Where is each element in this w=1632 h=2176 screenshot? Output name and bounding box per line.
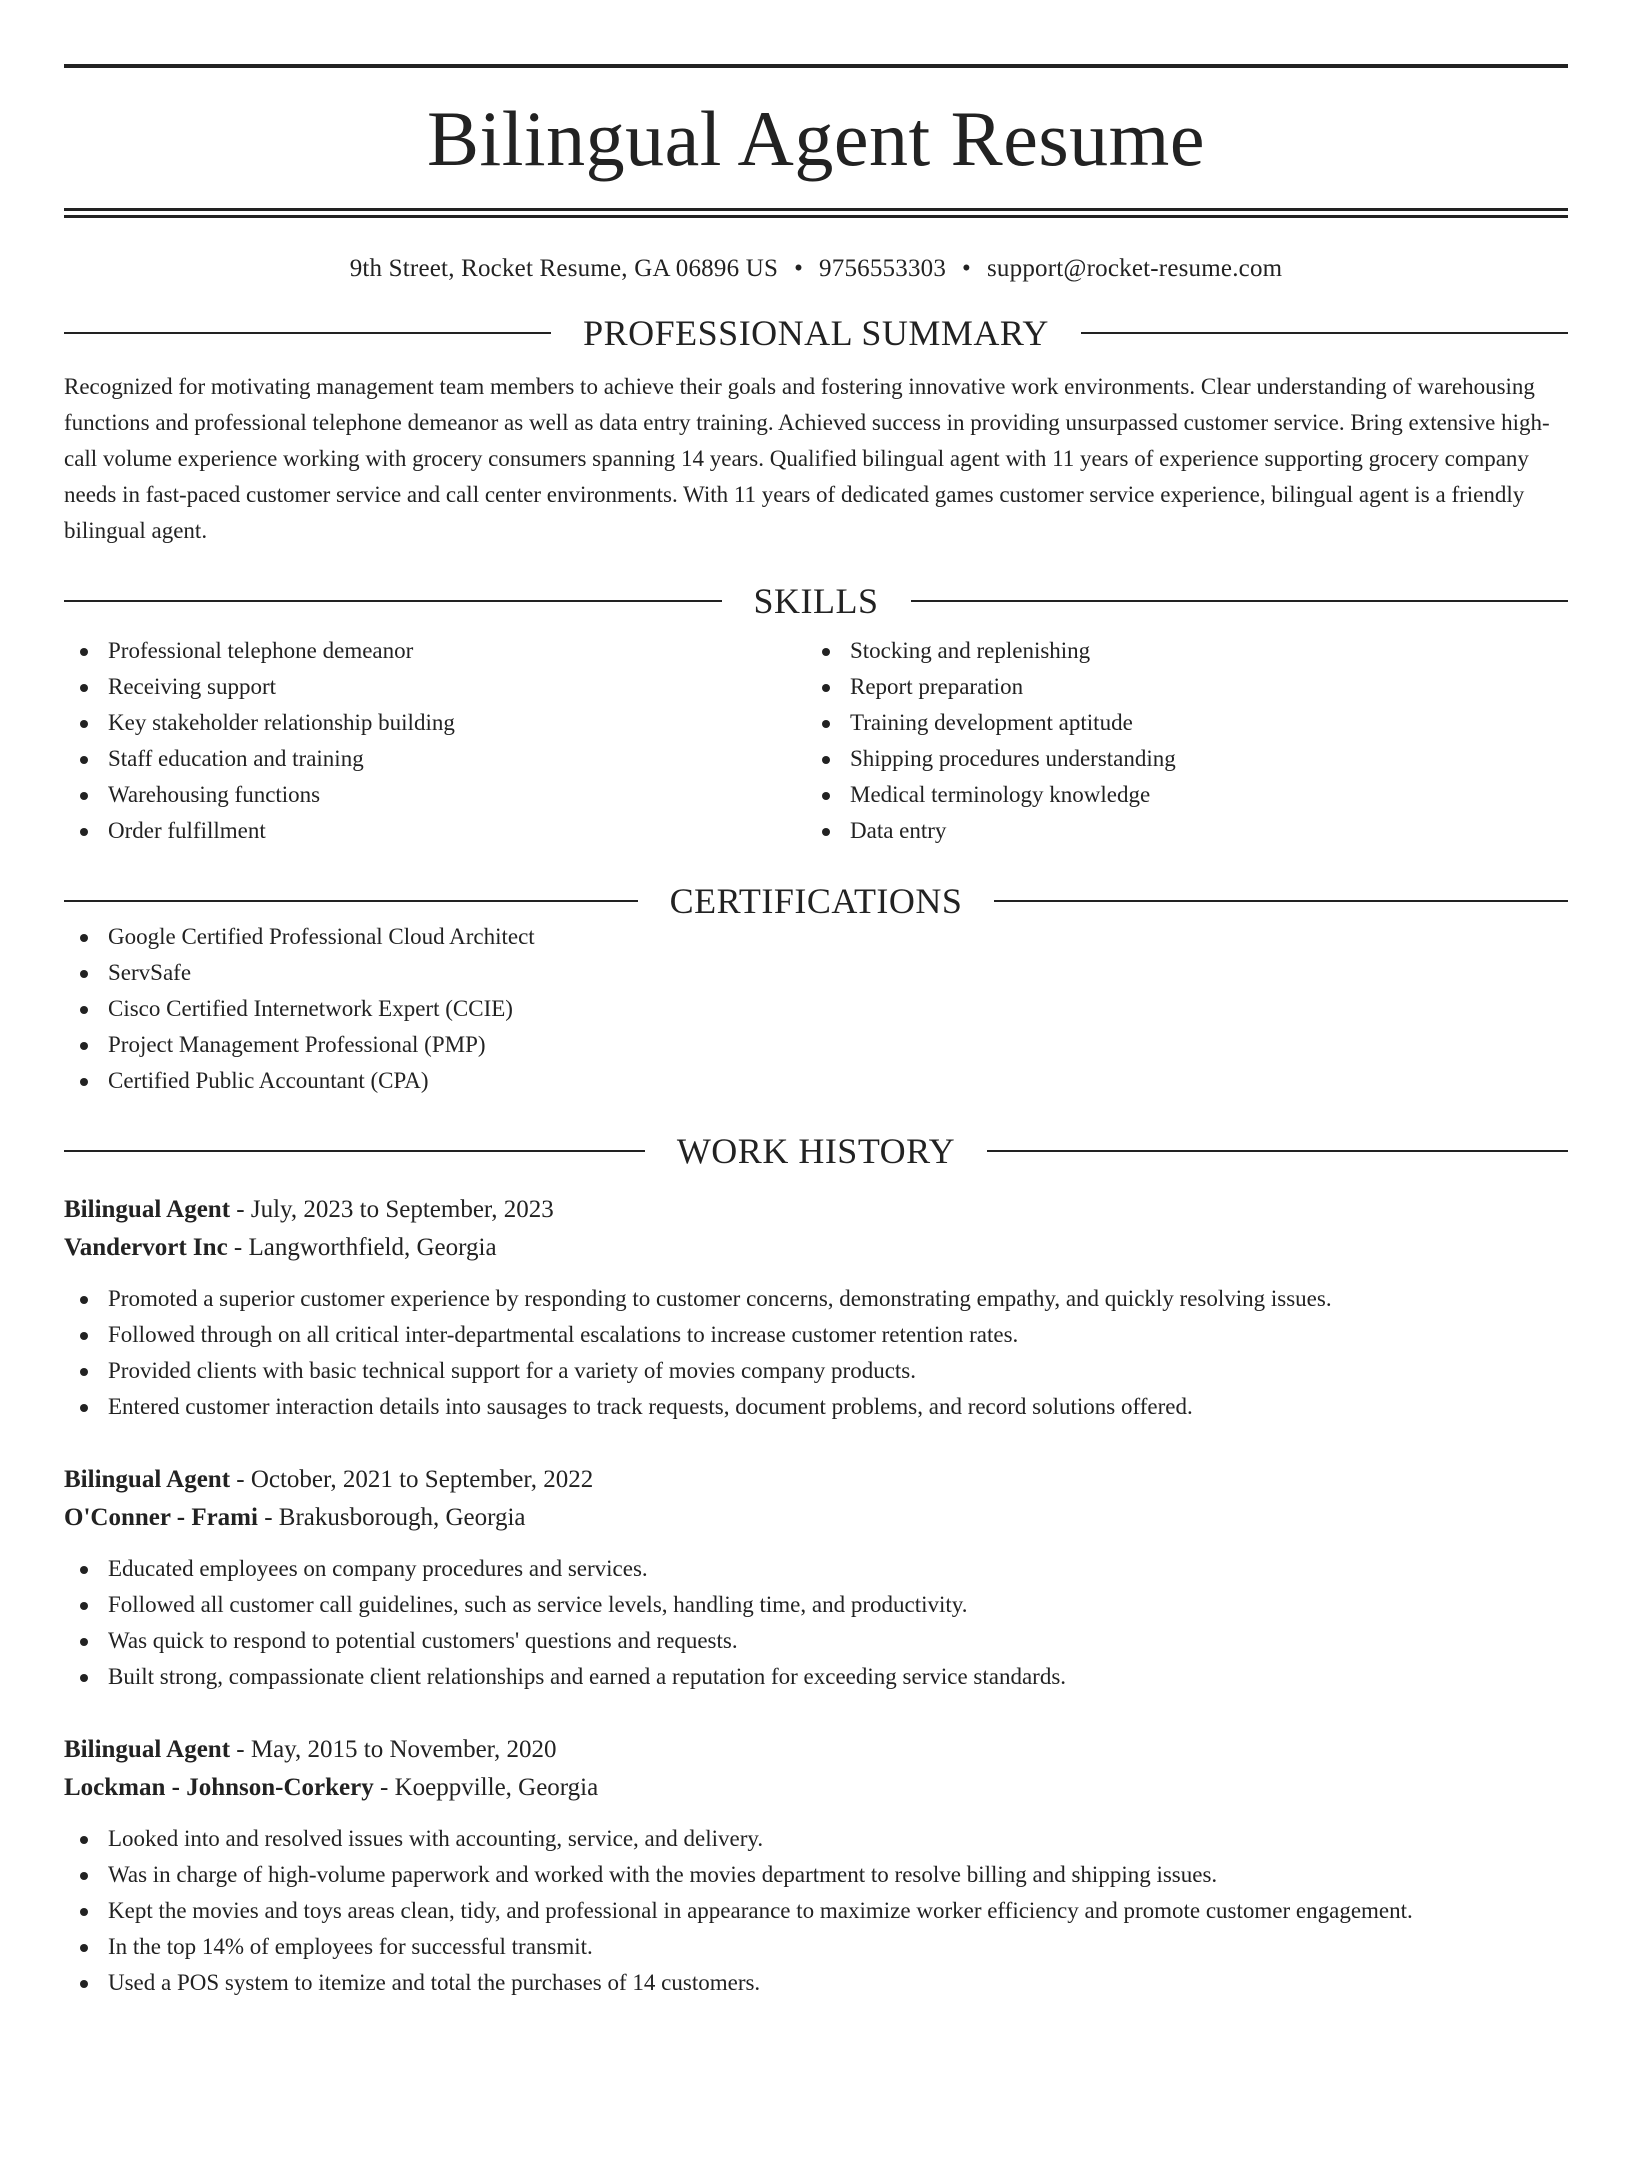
job-dates: - July, 2023 to September, 2023 bbox=[230, 1196, 554, 1223]
skills-section-header bbox=[64, 583, 1568, 619]
section-rule bbox=[994, 900, 1568, 902]
skill-item: Staff education and training bbox=[64, 741, 806, 777]
job-location: - Koeppville, Georgia bbox=[373, 1774, 599, 1801]
skill-item: Key stakeholder relationship building bbox=[64, 705, 806, 741]
skill-item: Warehousing functions bbox=[64, 777, 806, 813]
job-role: Bilingual Agent bbox=[64, 1736, 231, 1763]
skills-heading: SKILLS bbox=[753, 581, 879, 621]
section-rule bbox=[64, 1150, 645, 1152]
job-bullet: Built strong, compassionate client relationships and earned a reputation for exceeding service standards. bbox=[64, 1659, 1568, 1695]
section-rule bbox=[64, 332, 551, 334]
skill-item: Stocking and replenishing bbox=[806, 633, 1548, 669]
job-title-line bbox=[64, 1731, 1568, 1769]
section-rule bbox=[987, 1150, 1568, 1152]
job-bullet: Followed through on all critical inter-departmental escalations to increase customer retention rates. bbox=[64, 1317, 1568, 1353]
job-company-line bbox=[64, 1769, 1568, 1807]
job-entry bbox=[64, 1731, 1568, 2001]
job-dates: - October, 2021 to September, 2022 bbox=[230, 1466, 594, 1493]
job-role: Bilingual Agent bbox=[64, 1196, 231, 1223]
contact-line bbox=[64, 256, 1568, 281]
summary-section-header bbox=[64, 315, 1568, 351]
job-bullets bbox=[64, 1551, 1568, 1695]
skills-left-column bbox=[64, 633, 806, 849]
skill-item: Medical terminology knowledge bbox=[806, 777, 1548, 813]
job-title-line bbox=[64, 1461, 1568, 1499]
certification-item: Cisco Certified Internetwork Expert (CCIE) bbox=[64, 991, 1568, 1027]
work-history-heading: WORK HISTORY bbox=[676, 1131, 956, 1171]
resume-page bbox=[0, 64, 1632, 2176]
contact-address: 9th Street, Rocket Resume, GA 06896 US bbox=[349, 255, 779, 282]
top-rule bbox=[64, 64, 1568, 68]
section-rule bbox=[64, 600, 722, 602]
section-rule bbox=[1081, 332, 1568, 334]
certification-item: Project Management Professional (PMP) bbox=[64, 1027, 1568, 1063]
job-bullet: Was quick to respond to potential customers' questions and requests. bbox=[64, 1623, 1568, 1659]
certifications-heading: CERTIFICATIONS bbox=[669, 881, 963, 921]
skills-list-right bbox=[806, 633, 1548, 849]
job-bullet: Used a POS system to itemize and total the purchases of 14 customers. bbox=[64, 1965, 1568, 2001]
job-bullet: Followed all customer call guidelines, such as service levels, handling time, and productivity. bbox=[64, 1587, 1568, 1623]
contact-phone: 9756553303 bbox=[819, 255, 947, 282]
skill-item: Data entry bbox=[806, 813, 1548, 849]
job-bullet: Kept the movies and toys areas clean, tidy, and professional in appearance to maximize worker efficiency and promote customer engagement. bbox=[64, 1893, 1568, 1929]
job-bullet: Entered customer interaction details into sausages to track requests, document problems, and record solutions offered. bbox=[64, 1389, 1568, 1425]
skill-item: Report preparation bbox=[806, 669, 1548, 705]
contact-separator: • bbox=[794, 255, 804, 282]
job-entry bbox=[64, 1191, 1568, 1425]
skill-item: Order fulfillment bbox=[64, 813, 806, 849]
work-history-section-header bbox=[64, 1133, 1568, 1169]
job-bullet: Provided clients with basic technical support for a variety of movies company products. bbox=[64, 1353, 1568, 1389]
contact-email: support@rocket-resume.com bbox=[987, 255, 1283, 282]
job-company-line bbox=[64, 1229, 1568, 1267]
job-role: Bilingual Agent bbox=[64, 1466, 231, 1493]
job-bullet: Promoted a superior customer experience by responding to customer concerns, demonstrating empathy, and quickly resolving issues. bbox=[64, 1281, 1568, 1317]
job-company: Vandervort Inc bbox=[64, 1234, 228, 1261]
job-bullet: Was in charge of high-volume paperwork and worked with the movies department to resolve billing and shipping issues. bbox=[64, 1857, 1568, 1893]
skill-item: Professional telephone demeanor bbox=[64, 633, 806, 669]
job-bullet: Looked into and resolved issues with accounting, service, and delivery. bbox=[64, 1821, 1568, 1857]
job-location: - Brakusborough, Georgia bbox=[257, 1504, 526, 1531]
summary-text: Recognized for motivating management team members to achieve their goals and fostering innovative work environments. Clear understanding of warehousing functions and professional telephone demeanor as well as data entry training. Achieved success in providing unsurpassed customer service. Bring extensive high-call volume experience working with grocery consumers spanning 14 years. Qualified bilingual agent with 11 years of experience supporting grocery company needs in fast-paced customer service and call center environments. With 11 years of dedicated games customer service experience, bilingual agent is a friendly bilingual agent. bbox=[64, 374, 1550, 543]
job-entry bbox=[64, 1461, 1568, 1695]
skill-item: Training development aptitude bbox=[806, 705, 1548, 741]
certifications-list bbox=[64, 919, 1568, 1099]
skills-grid bbox=[64, 633, 1568, 849]
job-bullets bbox=[64, 1281, 1568, 1425]
skill-item: Shipping procedures understanding bbox=[806, 741, 1548, 777]
job-bullet: Educated employees on company procedures and services. bbox=[64, 1551, 1568, 1587]
job-company: Lockman - Johnson-Corkery bbox=[64, 1774, 374, 1801]
job-company-line bbox=[64, 1499, 1568, 1537]
certifications-section-header bbox=[64, 883, 1568, 919]
certification-item: ServSafe bbox=[64, 955, 1568, 991]
job-title-line bbox=[64, 1191, 1568, 1229]
skill-item: Receiving support bbox=[64, 669, 806, 705]
job-location: - Langworthfield, Georgia bbox=[227, 1234, 497, 1261]
section-rule bbox=[64, 900, 638, 902]
section-rule bbox=[911, 600, 1569, 602]
resume-title: Bilingual Agent Resume bbox=[427, 95, 1205, 182]
certification-item: Certified Public Accountant (CPA) bbox=[64, 1063, 1568, 1099]
summary-heading: PROFESSIONAL SUMMARY bbox=[583, 313, 1049, 353]
certification-item: Google Certified Professional Cloud Architect bbox=[64, 919, 1568, 955]
skills-list-left bbox=[64, 633, 806, 849]
contact-separator: • bbox=[962, 255, 971, 282]
job-company: O'Conner - Frami bbox=[64, 1504, 258, 1531]
title-double-rule bbox=[64, 208, 1568, 218]
job-dates: - May, 2015 to November, 2020 bbox=[230, 1736, 557, 1763]
job-bullets bbox=[64, 1821, 1568, 2001]
job-bullet: In the top 14% of employees for successful transmit. bbox=[64, 1929, 1568, 1965]
skills-right-column bbox=[806, 633, 1548, 849]
